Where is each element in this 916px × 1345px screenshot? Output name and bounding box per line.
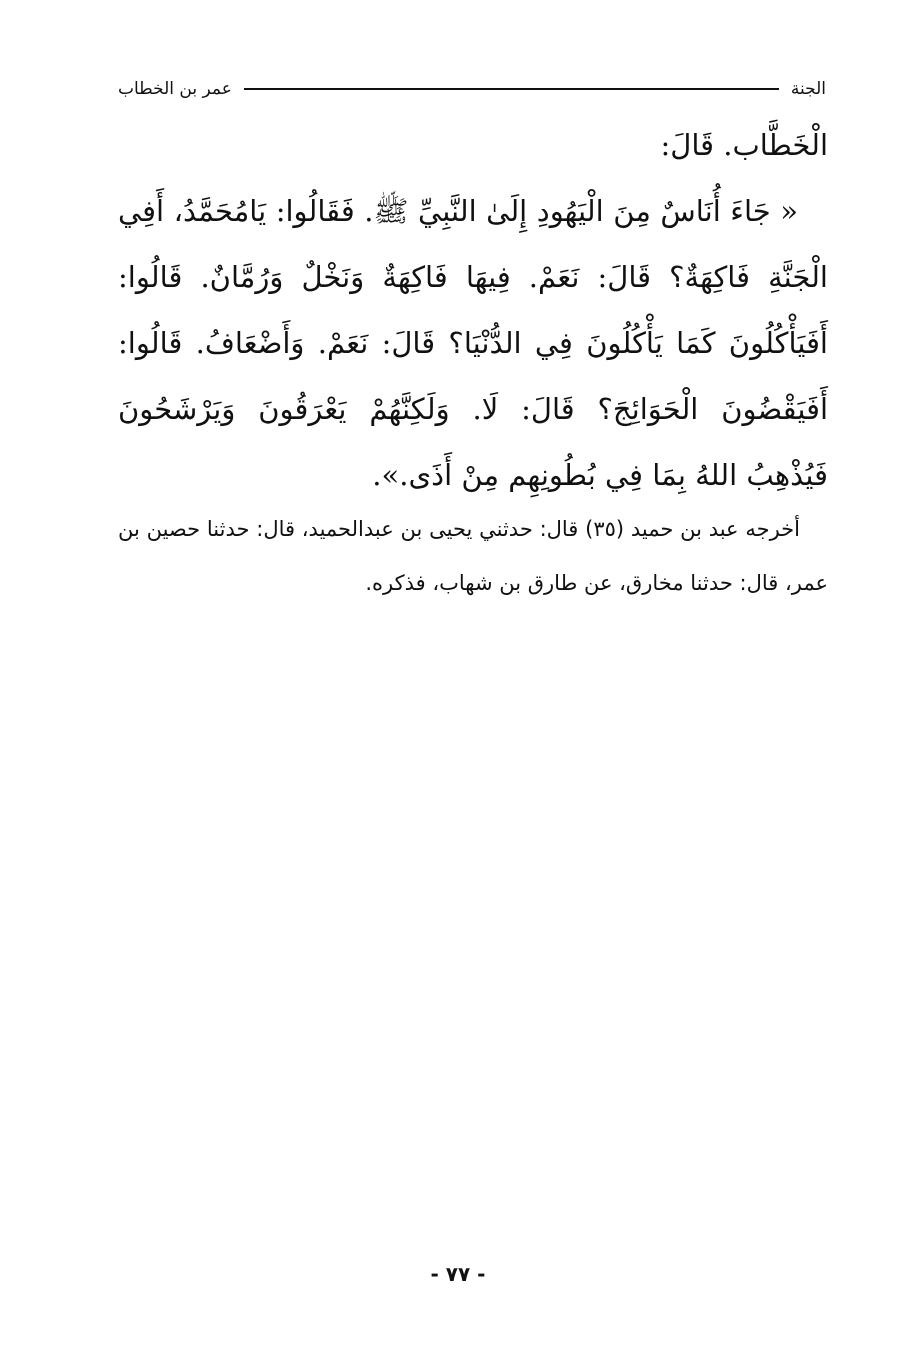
hadith-quote: « جَاءَ أُنَاسٌ مِنَ الْيَهُودِ إِلَىٰ النَّبِيِّ ﷺ. فَقَالُوا: يَامُحَمَّدُ، أَفِي الْجَنَّةِ فَاكِهَةٌ؟ قَالَ: نَعَمْ. فِيهَا فَاكِهَةٌ وَنَخْلٌ وَرُمَّانٌ. قَالُوا: أَفَيَأْكُلُونَ كَمَا يَأْكُلُونَ فِي الدُّنْيَا؟ قَالَ: نَعَمْ. وَأَضْعَافُ. قَالُوا: أَفَيَقْضُونَ الْحَوَائِجَ؟ قَالَ: لَا. وَلَكِنَّهُمْ يَعْرَقُونَ وَيَرْشَحُونَ فَيُذْهِبُ اللهُ بِمَا فِي بُطُونِهِم مِنْ أَذَى.». [118, 194, 828, 492]
footnote: أخرجه عبد بن حميد (٣٥) قال: حدثني يحيى بن عبدالحميد، قال: حدثنا حصين بن عمر، قال: حدثنا مخارق، عن طارق بن شهاب، فذكره. [118, 517, 828, 595]
running-header [118, 74, 826, 104]
author-title: عمر بن الخطاب [118, 79, 232, 99]
intro-line: الْخَطَّاب. قَالَ: [660, 128, 828, 162]
main-text [118, 112, 828, 508]
chapter-title: الجنة [790, 79, 826, 99]
header-rule [244, 88, 779, 90]
page-number: - ٧٧ - [430, 1262, 486, 1286]
